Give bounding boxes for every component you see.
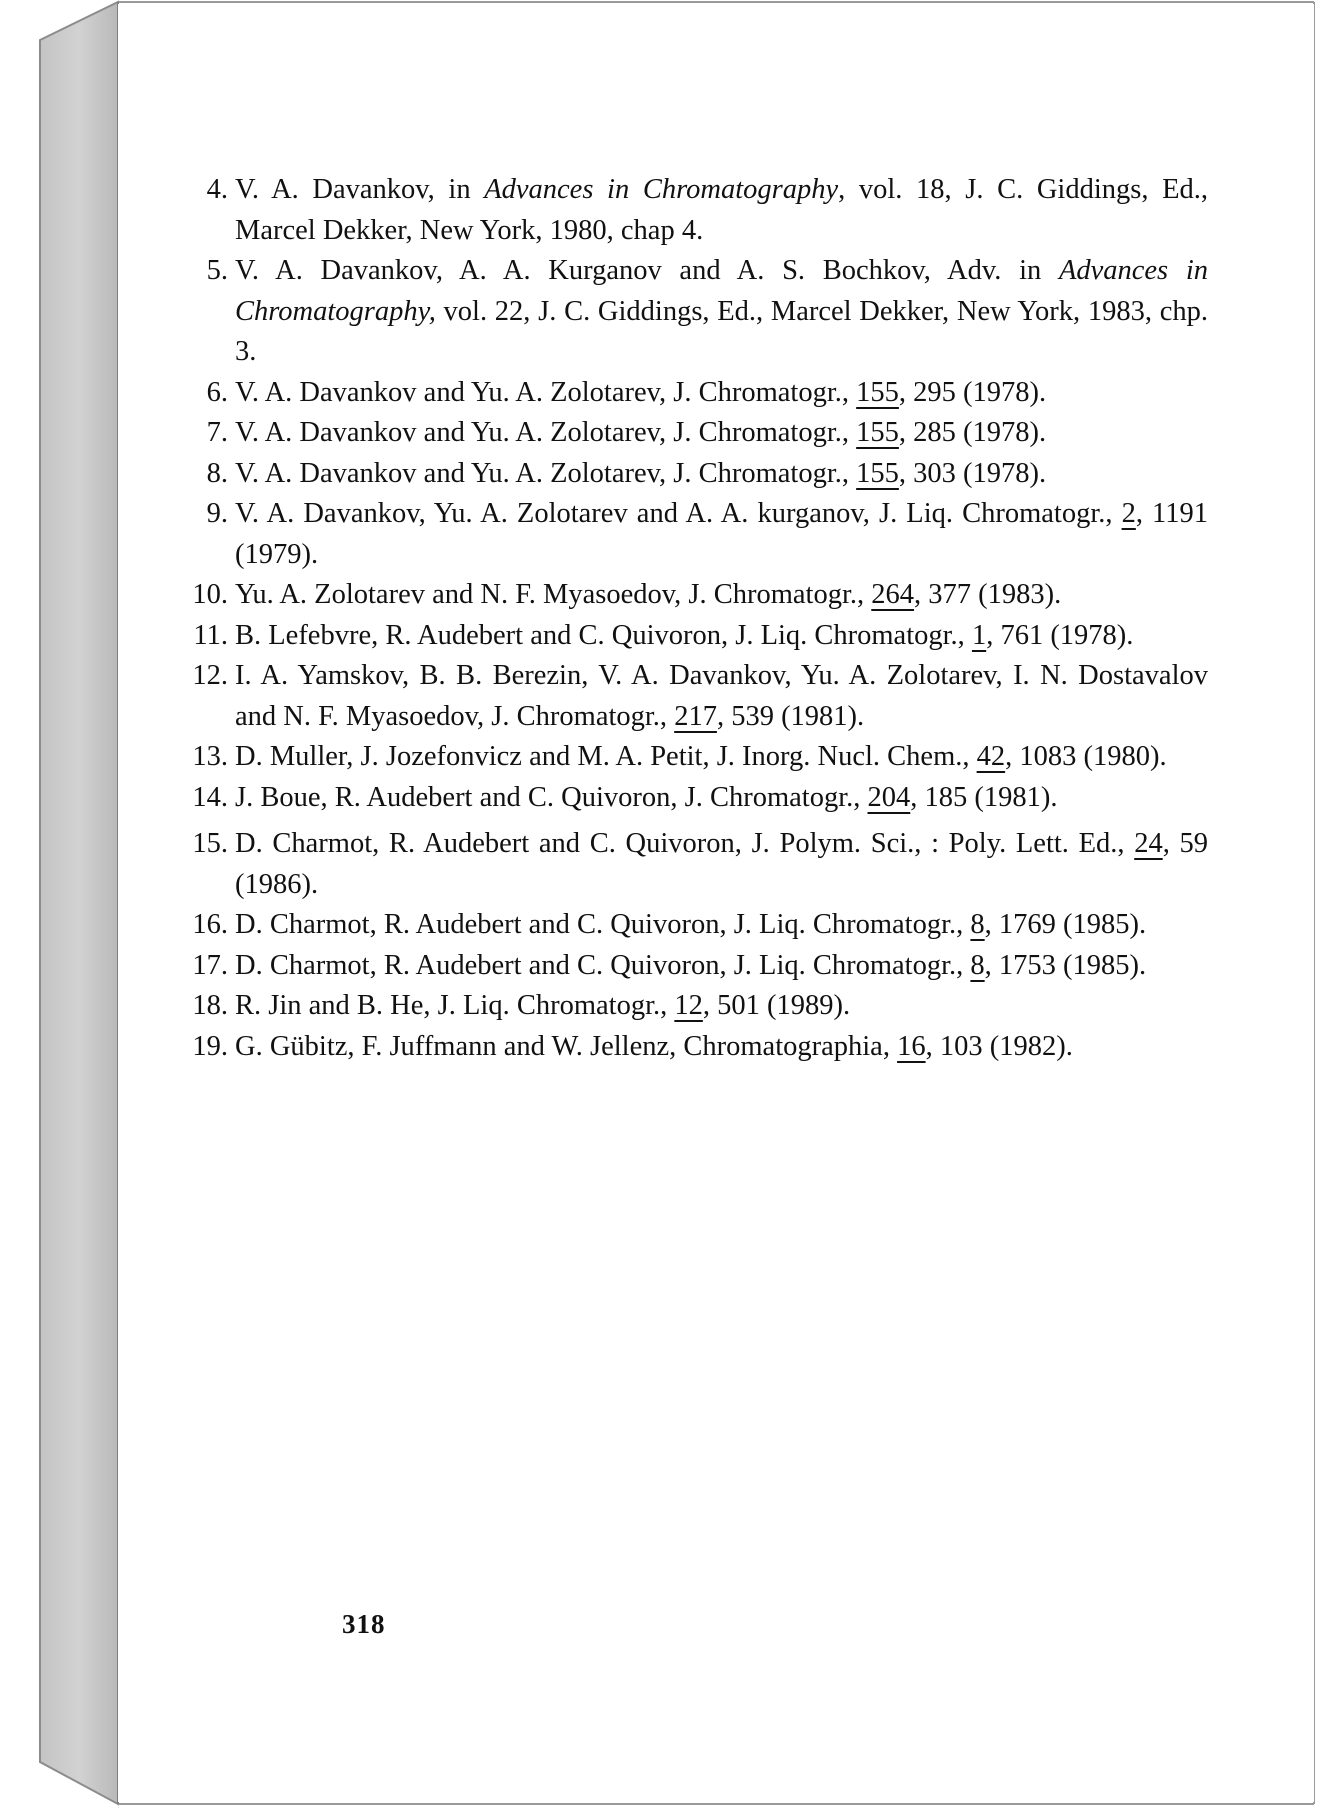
reference-item [190,1027,1208,1068]
reference-text-segment: D. Muller, J. Jozefonvicz and M. A. Petit, J. Inorg. Nucl. Chem., [235,741,977,772]
reference-text [235,737,1208,778]
reference-text-segment: , 761 (1978). [986,619,1134,651]
reference-number: 8. [206,457,228,489]
reference-text [235,1027,1208,1068]
reference-text-segment: vol. 22, J. C. Giddings, Ed., Marcel Dekker, New York, 1983, chp. 3. [235,295,1208,367]
reference-text [235,373,1208,414]
reference-volume: 12 [674,990,703,1021]
reference-text [235,778,1208,819]
reference-volume: 155 [856,417,899,448]
reference-text-segment: V. A. Davankov and Yu. A. Zolotarev, J. Chromatogr., [235,376,857,408]
reference-text-segment: , 539 (1981). [716,700,865,732]
reference-volume: 16 [897,1030,926,1062]
reference-text [235,946,1208,987]
reference-item [190,575,1208,616]
reference-number: 5. [206,255,228,286]
reference-item [190,413,1208,454]
reference-item [190,737,1208,778]
reference-volume: 204 [867,781,911,813]
reference-text [235,905,1208,946]
reference-text [235,170,1208,251]
reference-volume: 155 [856,457,899,489]
reference-text-segment: , 501 (1989). [702,990,851,1021]
reference-text-segment: I. A. Yamskov, B. B. Berezin, V. A. Davankov, Yu. A. Zolotarev, I. N. Dostavalov and N. F. Myasoedov, J. Chromatogr., [235,660,1208,732]
reference-title-italic: Advances in Chromatography, [235,255,1208,327]
reference-volume: 8 [970,949,985,981]
reference-volume: 264 [871,579,915,610]
reference-volume: 42 [976,741,1006,772]
reference-text-segment: D. Charmot, R. Audebert and C. Quivoron, J. Liq. Chromatogr., [235,949,971,981]
reference-text-segment: J. Boue, R. Audebert and C. Quivoron, J. Chromatogr., [235,781,868,813]
reference-text-segment: , 295 (1978). [898,376,1047,408]
reference-number: 13. [192,741,228,772]
reference-text-segment: V. A. Davankov and Yu. A. Zolotarev, J. Chromatogr., [235,457,857,489]
reference-text [235,251,1208,373]
reference-number: 9. [206,498,228,529]
reference-number: 6. [206,376,228,408]
reference-text-segment: , 103 (1982). [925,1030,1073,1062]
reference-number: 11. [193,619,228,651]
reference-text-segment: , 1769 (1985). [984,909,1147,940]
reference-text-segment: B. Lefebvre, R. Audebert and C. Quivoron, J. Liq. Chromatogr., [235,619,972,651]
reference-volume: 155 [856,376,899,408]
reference-text-segment: G. Gübitz, F. Juffmann and W. Jellenz, Chromatographia, [235,1030,898,1062]
reference-item [190,778,1208,819]
reference-text [235,575,1208,616]
reference-text-segment: , 377 (1983). [914,579,1062,610]
reference-text [235,986,1208,1027]
reference-text-segment: V. A. Davankov, A. A. Kurganov and A. S. Bochkov, Adv. in [235,255,1059,286]
reference-volume: 8 [970,909,985,940]
reference-title-italic: Advances in Chromatography [484,174,839,205]
reference-volume: 1 [971,619,987,651]
reference-item [190,905,1208,946]
reference-item [190,946,1208,987]
reference-item [190,454,1208,495]
reference-volume: 2 [1121,498,1136,529]
reference-number: 7. [206,417,228,448]
reference-number: 15. [192,828,228,859]
reference-text-segment: Yu. A. Zolotarev and N. F. Myasoedov, J. Chromatogr., [235,579,872,610]
reference-text-segment: V. A. Davankov and Yu. A. Zolotarev, J. Chromatogr., [235,417,857,448]
reference-text [235,413,1208,454]
reference-text-segment: , 1083 (1980). [1005,741,1167,772]
reference-number: 10. [192,579,228,610]
reference-item [190,986,1208,1027]
reference-list [190,170,1208,1067]
reference-text-segment: , 1753 (1985). [984,949,1147,981]
reference-text [235,454,1208,495]
reference-number: 14. [192,781,228,813]
reference-text-segment: , 59 (1986). [235,828,1209,900]
reference-text-segment: D. Charmot, R. Audebert and C. Quivoron, J. Liq. Chromatogr., [235,909,971,940]
reference-item [190,251,1208,373]
reference-number: 16. [192,909,228,940]
reference-number: 4. [206,174,228,205]
reference-item [190,656,1208,737]
reference-item [190,170,1208,251]
reference-text [235,656,1208,737]
reference-number: 18. [192,990,228,1021]
reference-text-segment: V. A. Davankov, Yu. A. Zolotarev and A. A. kurganov, J. Liq. Chromatogr., [235,498,1122,529]
reference-item [190,373,1208,414]
reference-number: 12. [192,660,228,691]
reference-text [235,616,1208,657]
reference-text [235,494,1208,575]
reference-text-segment: , 1191 (1979). [235,498,1208,570]
page-number: 318 [342,1609,386,1639]
reference-text [235,824,1208,905]
reference-text-segment: , 185 (1981). [910,781,1058,813]
reference-volume: 24 [1134,828,1163,859]
reference-text-segment: R. Jin and B. He, J. Liq. Chromatogr., [235,990,675,1021]
reference-text-segment: V. A. Davankov, in [235,174,485,205]
reference-number: 19. [192,1030,228,1062]
reference-text-segment: D. Charmot, R. Audebert and C. Quivoron, J. Polym. Sci., : Poly. Lett. Ed., [235,828,1135,859]
reference-number: 17. [192,949,228,981]
reference-item [190,616,1208,657]
reference-text-segment: , 285 (1978). [898,417,1047,448]
reference-text-segment: , 303 (1978). [898,457,1047,489]
reference-item [190,494,1208,575]
reference-text-segment: , vol. 18, J. C. Giddings, Ed., Marcel Dekker, New York, 1980, chap 4. [235,174,1208,246]
reference-volume: 217 [674,700,717,732]
reference-item [190,824,1208,905]
